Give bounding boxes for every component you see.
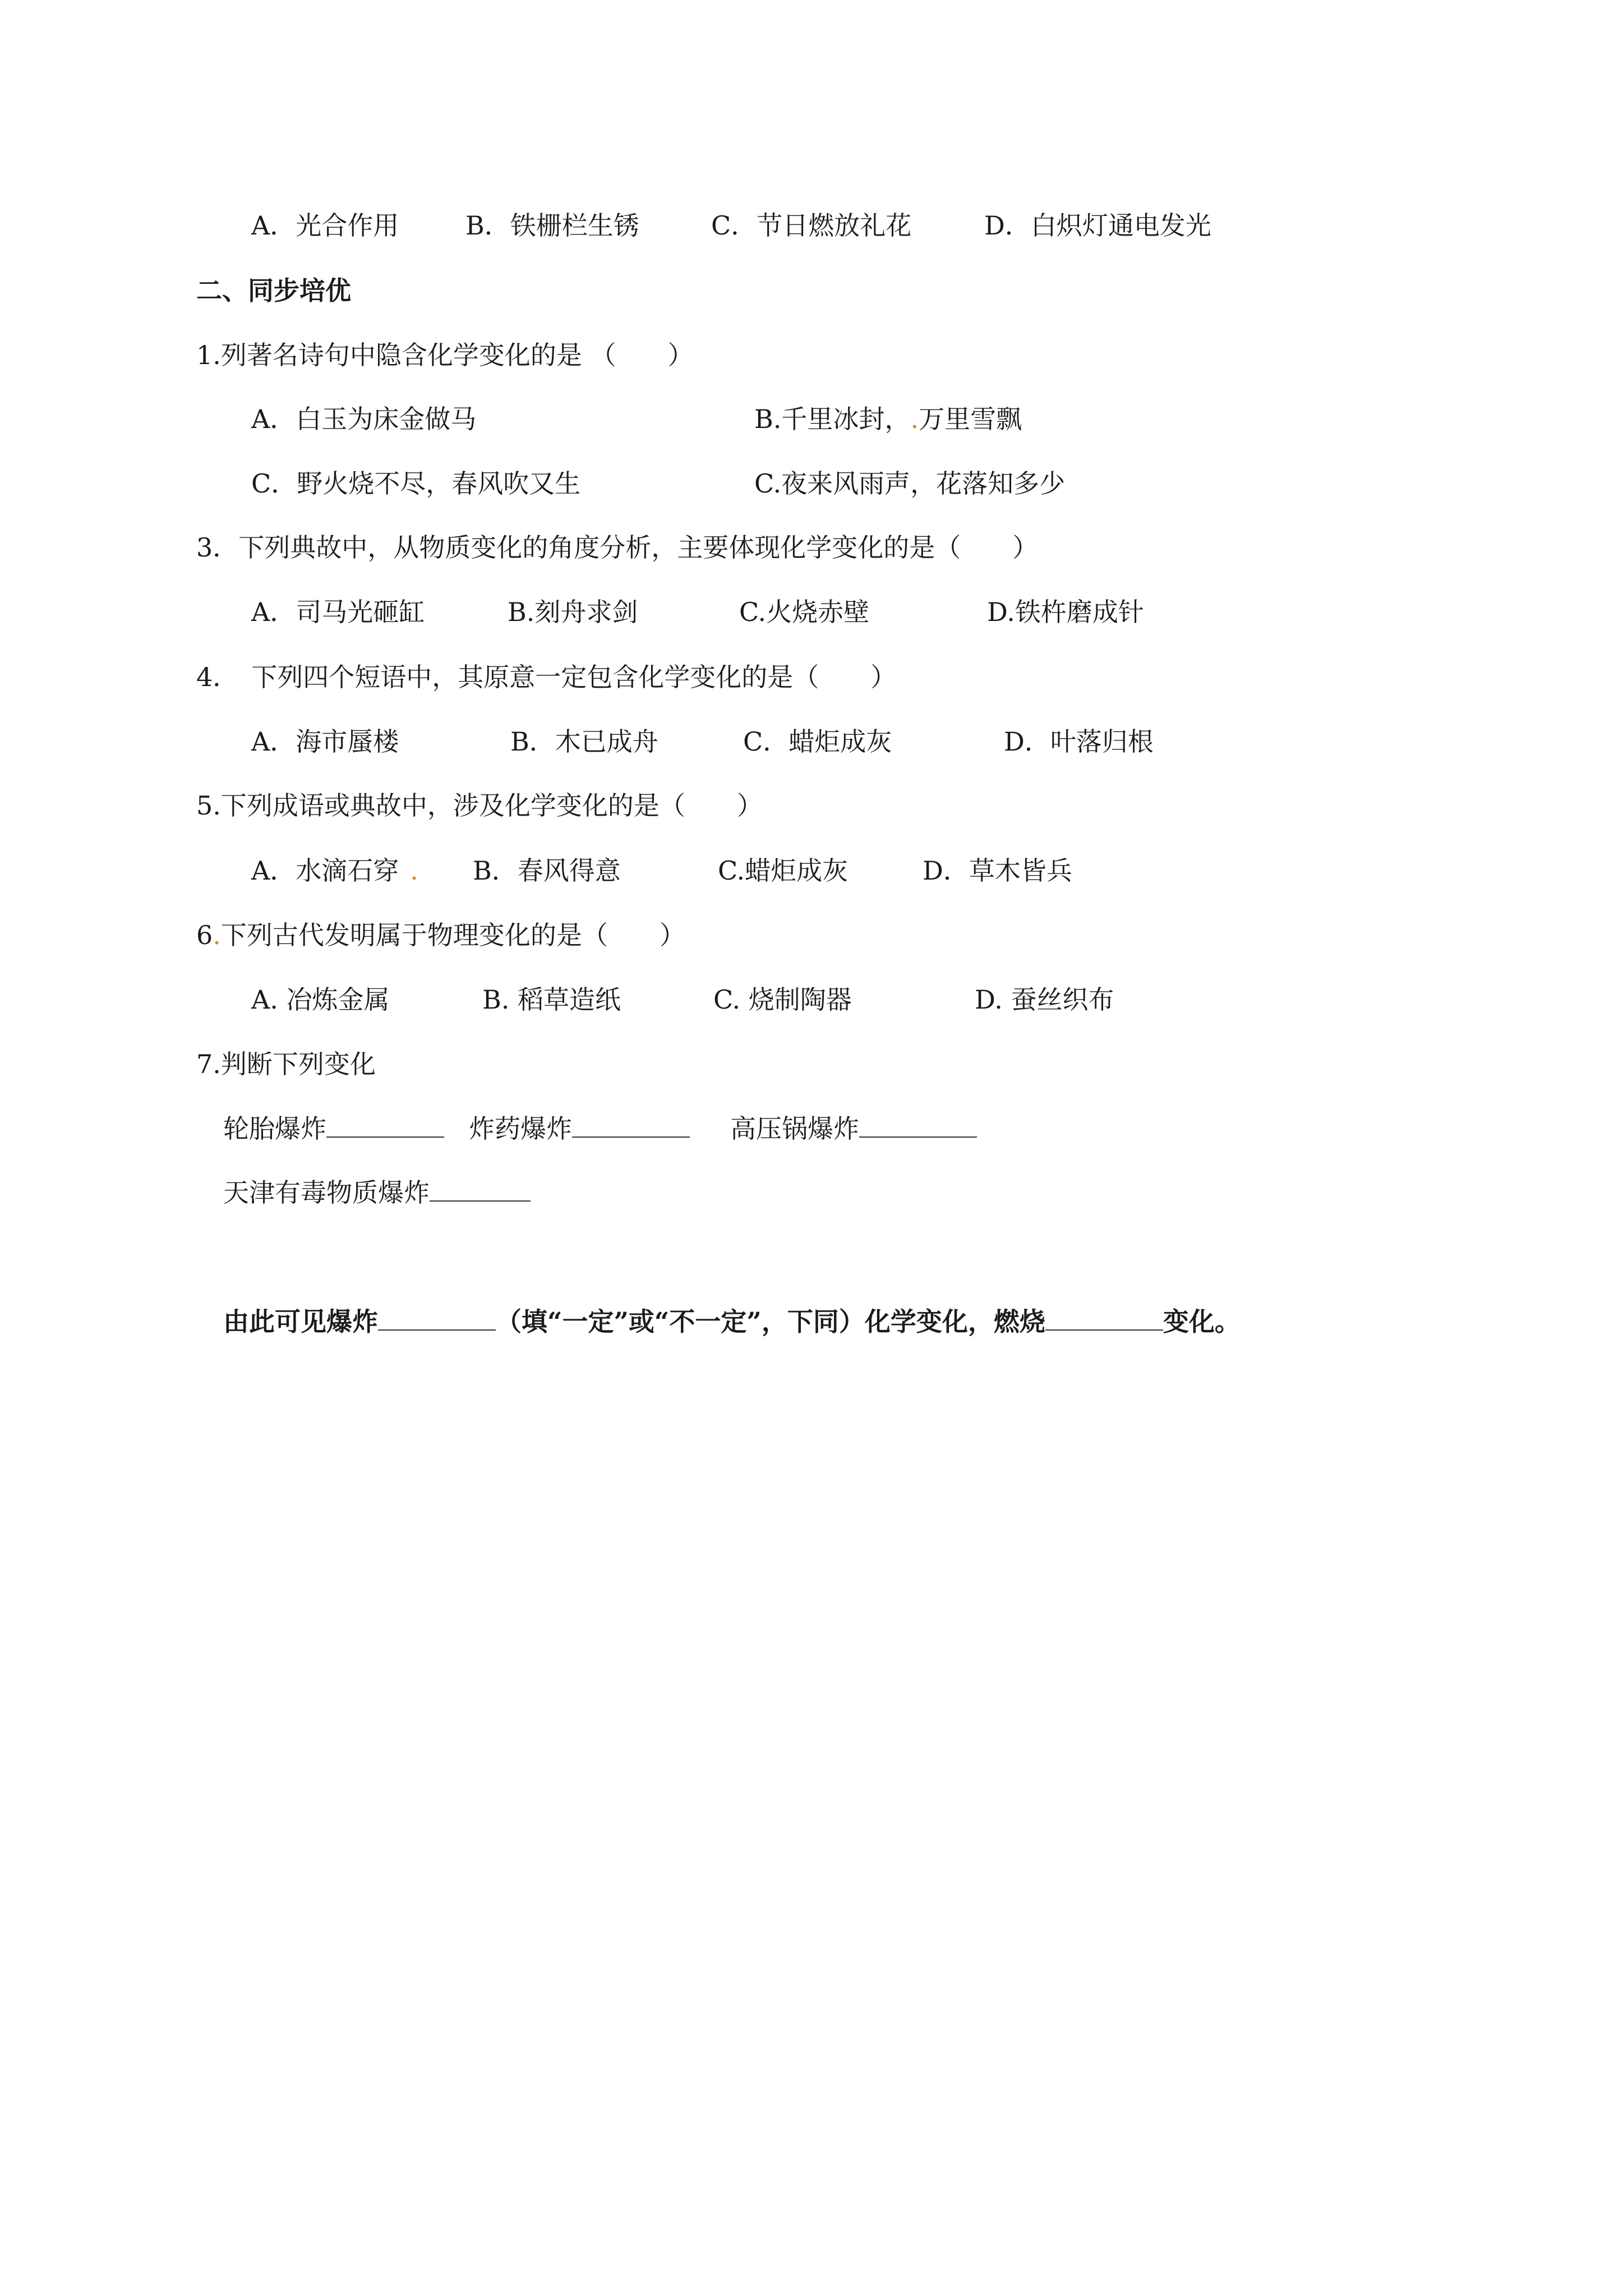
q7-item-4-blank [430,1176,531,1202]
q3-option-c: C.火烧赤壁 [739,597,870,627]
q4-option-a: A．海市蜃楼 [251,726,399,757]
prev-option-c: C．节日燃放礼花 [711,210,912,241]
q1-option-b [754,402,1022,436]
q7-item-1 [223,1112,444,1145]
q1-option-a: A．白玉为床金做马 [251,404,477,434]
q7-conclusion-text-2: （填“一定”或“不一定”，下同）化学变化，燃烧 [496,1306,1045,1337]
q7-conclusion-blank-1 [378,1305,496,1331]
q4-stem: 4． 下列四个短语中，其原意一定包含化学变化的是（ ） [196,662,897,692]
stray-mark-icon: . [410,855,418,886]
section-title: 二、同步培优 [196,275,351,306]
q4-option-c: C．蜡炬成灰 [743,726,892,757]
q1-stem: 1.列著名诗句中隐含化学变化的是 （ ） [196,340,694,370]
q7-item-1-label: 轮胎爆炸 [223,1114,326,1144]
q7-stem: 7.判断下列变化 [196,1049,376,1079]
q5-option-a-text: A．水滴石穿 [251,855,399,886]
prev-option-a: A．光合作用 [251,210,399,241]
q5-option-b: B．春风得意 [473,855,621,886]
q5-stem: 5.下列成语或典故中，涉及化学变化的是（ ） [196,790,763,821]
q6-stem [196,918,685,952]
q1-option-d: C.夜来风雨声，花落知多少 [754,468,1066,499]
q6-stem-number: 6 [196,920,213,950]
stray-mark-icon: . [910,404,919,434]
q7-item-1-blank [326,1112,444,1138]
q7-conclusion-blank-2 [1045,1305,1163,1331]
q4-option-b: B．木已成舟 [510,726,658,757]
q3-option-b: B.刻舟求剑 [508,597,638,627]
prev-option-d: D．白炽灯通电发光 [984,210,1211,241]
q6-option-c: C. 烧制陶器 [713,984,852,1015]
q5-option-c: C.蜡炬成灰 [718,855,849,886]
q1-option-c: C．野火烧不尽，春风吹又生 [251,468,581,499]
prev-option-b: B．铁栅栏生锈 [465,210,639,241]
q6-option-a: A. 冶炼金属 [251,984,390,1015]
q1-option-b-text-2: 万里雪飘 [919,404,1022,434]
q6-option-b: B. 稻草造纸 [482,984,621,1015]
q7-item-3-label: 高压锅爆炸 [730,1114,859,1144]
q4-option-d: D．叶落归根 [1004,726,1154,757]
q7-conclusion-text-3: 变化。 [1163,1306,1241,1337]
q7-item-2-label: 炸药爆炸 [469,1114,572,1144]
q7-conclusion-text-1: 由此可见爆炸 [223,1306,378,1337]
q7-item-3-blank [859,1112,977,1138]
q3-stem: 3．下列典故中，从物质变化的角度分析，主要体现化学变化的是（ ） [196,532,1039,563]
q3-option-a: A．司马光砸缸 [251,597,425,627]
q7-item-4-label: 天津有毒物质爆炸 [223,1177,430,1208]
q5-option-d: D．草木皆兵 [923,855,1072,886]
q7-item-2-blank [572,1112,690,1138]
q6-stem-text: 下列古代发明属于物理变化的是（ ） [220,920,685,950]
q7-item-2 [469,1112,690,1145]
q7-item-4-row [223,1176,531,1209]
q1-option-b-text-1: B.千里冰封， [754,404,911,434]
q7-conclusion [223,1305,1241,1338]
q7-item-3 [730,1112,977,1145]
q5-option-a [251,854,418,887]
q3-option-d: D.铁杵磨成针 [987,597,1144,627]
q6-option-d: D. 蚕丝织布 [975,984,1114,1015]
stray-mark-icon: . [213,920,221,950]
